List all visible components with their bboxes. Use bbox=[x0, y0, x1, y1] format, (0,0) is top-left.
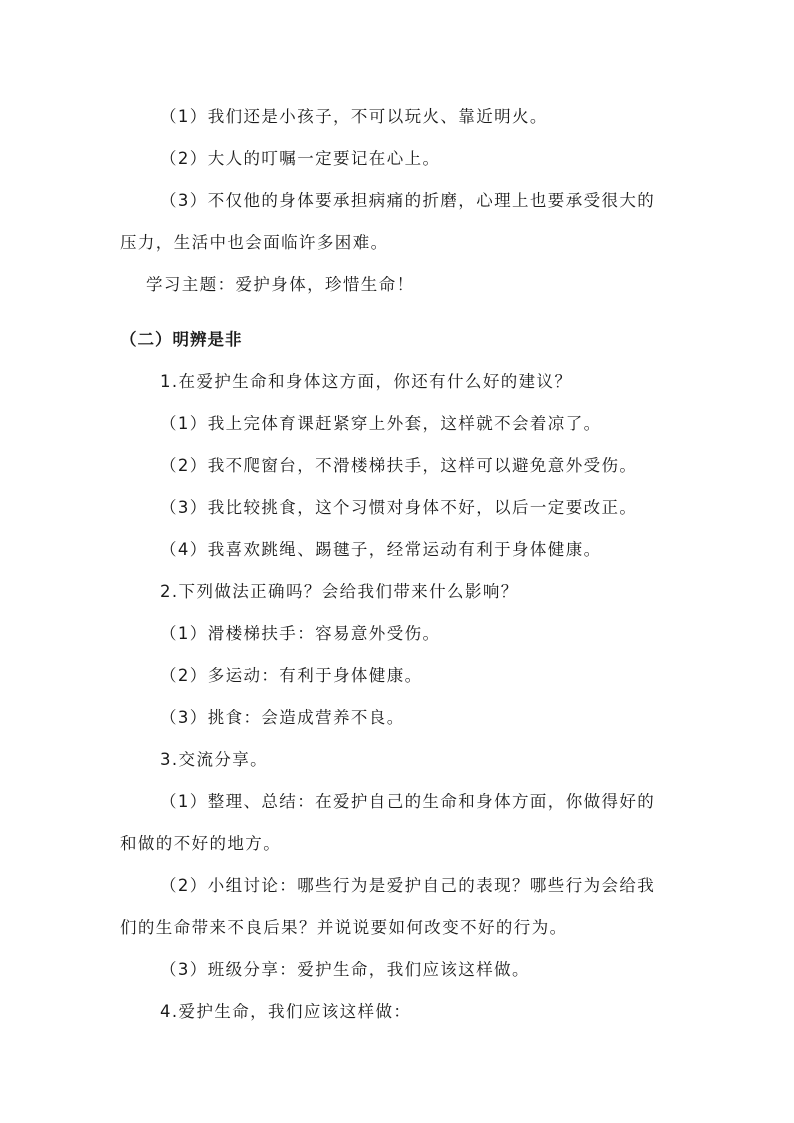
paragraph-line: （1）整理、总结：在爱护自己的生命和身体方面，你做得好的 bbox=[160, 792, 656, 811]
paragraph-line: 压力，生活中也会面临许多困难。 bbox=[120, 233, 389, 252]
paragraph-line: （1）我们还是小孩子，不可以玩火、靠近明火。 bbox=[160, 107, 548, 126]
paragraph-line: （3）我比较挑食，这个习惯对身体不好，以后一定要改正。 bbox=[160, 498, 638, 517]
paragraph-line: （2）小组讨论：哪些行为是爱护自己的表现？哪些行为会给我 bbox=[160, 876, 656, 895]
paragraph-line: （3）不仅他的身体要承担病痛的折磨，心理上也要承受很大的 bbox=[160, 191, 656, 210]
section-heading: （二）明辨是非 bbox=[120, 330, 243, 349]
paragraph-line: （1）滑楼梯扶手：容易意外受伤。 bbox=[160, 624, 441, 643]
question-item: 1.在爱护生命和身体这方面，你还有什么好的建议？ bbox=[160, 372, 573, 391]
question-item: 2.下列做法正确吗？会给我们带来什么影响？ bbox=[160, 582, 519, 601]
paragraph-line: 和做的不好的地方。 bbox=[120, 834, 282, 853]
paragraph-line: （2）多运动：有利于身体健康。 bbox=[160, 666, 423, 685]
paragraph-line: （3）班级分享：爱护生命，我们应该这样做。 bbox=[160, 960, 530, 979]
paragraph-line: （3）挑食：会造成营养不良。 bbox=[160, 708, 405, 727]
learning-theme: 学习主题：爱护身体，珍惜生命！ bbox=[146, 275, 415, 294]
paragraph-line: （2）我不爬窗台，不滑楼梯扶手，这样可以避免意外受伤。 bbox=[160, 456, 638, 475]
question-item: 4.爱护生命，我们应该这样做： bbox=[160, 1002, 412, 1021]
paragraph-line: （1）我上完体育课赶紧穿上外套，这样就不会着凉了。 bbox=[160, 414, 602, 433]
paragraph-line: （2）大人的叮嘱一定要记在心上。 bbox=[160, 149, 441, 168]
question-item: 3.交流分享。 bbox=[160, 750, 269, 769]
paragraph-line: （4）我喜欢跳绳、踢毽子，经常运动有利于身体健康。 bbox=[160, 540, 602, 559]
paragraph-line: 们的生命带来不良后果？并说说要如何改变不好的行为。 bbox=[120, 918, 568, 937]
